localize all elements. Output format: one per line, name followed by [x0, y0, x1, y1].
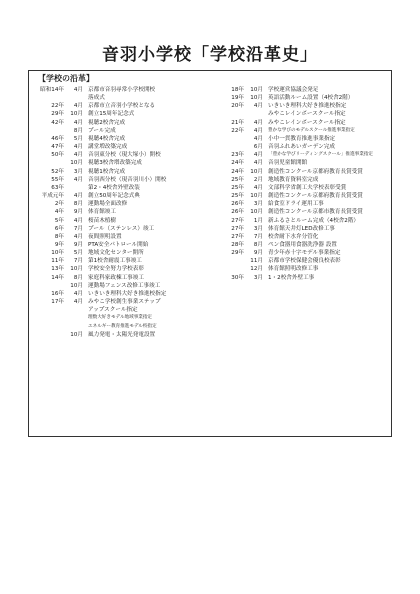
- history-entry: [36, 151, 214, 159]
- entry-year: [36, 282, 66, 290]
- history-entry: [36, 257, 214, 265]
- entry-text: 体育館天井灯LED改修工事: [268, 225, 335, 232]
- entry-month: 10月: [250, 209, 263, 216]
- history-entry: [36, 290, 214, 298]
- entry-year: 50年: [51, 152, 64, 159]
- history-entry: [212, 265, 388, 273]
- entry-year: 46年: [51, 135, 64, 142]
- entry-month: 9月: [253, 250, 263, 257]
- entry-text: 創立15周年記念式: [88, 111, 135, 118]
- entry-month: 7月: [73, 225, 83, 232]
- entry-month: 4月: [73, 144, 83, 151]
- entry-text: 新ふるさとルーム完成（4校舎2階）: [268, 217, 360, 224]
- history-entry: [212, 94, 388, 102]
- history-column-left: [36, 86, 214, 339]
- entry-month: 10月: [250, 168, 263, 175]
- history-entry: [36, 94, 214, 102]
- entry-text: PTA安全パトロール開始: [88, 241, 149, 248]
- entry-text: 第1校舎耐震工事竣工: [88, 258, 142, 265]
- entry-year: 26年: [231, 209, 244, 216]
- entry-year: 52年: [51, 168, 64, 175]
- entry-month: 2月: [253, 176, 263, 183]
- entry-year: 22年: [51, 103, 64, 110]
- entry-year: [212, 135, 246, 143]
- history-column-right: [212, 86, 388, 282]
- entry-year: 8年: [54, 233, 64, 240]
- entry-month: 4月: [253, 184, 263, 191]
- entry-month: 10月: [250, 95, 263, 102]
- entry-month: 4月: [73, 299, 83, 306]
- entry-year: 9年: [54, 241, 64, 248]
- entry-year: 平成元年: [41, 193, 64, 200]
- entry-year: 29年: [51, 111, 64, 118]
- entry-month: 8月: [73, 274, 83, 281]
- entry-year: [212, 110, 246, 118]
- entry-year: [36, 127, 66, 135]
- entry-text: 理数大好きモデル地域事業指定: [88, 315, 153, 321]
- entry-text: 運動場全面改修: [88, 201, 128, 208]
- entry-text: いきいき理科大好き推進校指定: [88, 290, 167, 297]
- entry-month: 10月: [250, 193, 263, 200]
- history-entry: [212, 225, 388, 233]
- history-entry: [212, 249, 388, 257]
- entry-text: 学校運営協議会発足: [268, 87, 319, 93]
- entry-month: 9月: [73, 241, 83, 248]
- entry-month: 3月: [73, 168, 83, 175]
- entry-month: 3月: [253, 225, 263, 232]
- entry-month: 6月: [253, 144, 263, 151]
- entry-text: アップスクール指定: [88, 307, 138, 314]
- entry-month: 4月: [253, 152, 263, 159]
- entry-month: 4月: [253, 127, 263, 134]
- entry-year: 30年: [231, 274, 244, 281]
- entry-month: 4月: [253, 160, 263, 167]
- entry-month: 5月: [73, 250, 83, 257]
- entry-month: 4月: [73, 119, 83, 126]
- entry-month: 4月: [73, 103, 83, 110]
- history-entry: [36, 225, 214, 233]
- history-entry: [36, 306, 214, 314]
- history-entry: [212, 217, 388, 225]
- history-entry: [212, 168, 388, 176]
- entry-text: 視聴1校舎完成: [88, 168, 126, 175]
- entry-text: 音羽東分校（現大塚小）開校: [88, 152, 161, 159]
- entry-text: 桜苗木植樹: [88, 217, 116, 224]
- entry-year: 63年: [51, 184, 64, 191]
- history-entry: [36, 274, 214, 282]
- entry-year: 20年: [231, 103, 244, 110]
- entry-text: 「豊かな学びリーディングスクール」推進事業指定: [268, 152, 374, 158]
- entry-year: [36, 323, 66, 331]
- history-entry: [36, 159, 214, 167]
- entry-text: みやこレインボースクール指定: [268, 119, 346, 126]
- section-title: 【学校の沿革】: [38, 74, 94, 83]
- entry-text: 創造性コンクール京都市教育長賞受賞: [268, 209, 363, 216]
- entry-month: 10月: [70, 266, 83, 273]
- entry-year: 25年: [231, 184, 244, 191]
- entry-text: 地域文化センター開所: [88, 250, 144, 257]
- entry-month: 10月: [70, 331, 83, 338]
- entry-month: [66, 184, 88, 192]
- entry-text: 京都市学校保健会優良校表彰: [268, 258, 341, 265]
- entry-month: [246, 110, 268, 118]
- history-entry: [36, 282, 214, 290]
- history-entry: [36, 176, 214, 184]
- entry-year: 55年: [51, 176, 64, 183]
- history-entry: [212, 159, 388, 167]
- entry-month: 12月: [250, 266, 263, 273]
- entry-year: [36, 314, 66, 322]
- entry-month: [66, 314, 88, 322]
- history-entry: [36, 298, 214, 306]
- history-entry: [36, 119, 214, 127]
- entry-text: 英語活動ルーム設置（4校舎2階）: [268, 95, 354, 102]
- entry-text: 豊かな学びのモデルスクール推進事業指定: [268, 127, 355, 133]
- entry-text: 夜間照明設置: [88, 233, 122, 240]
- entry-year: 21年: [231, 119, 244, 126]
- history-entry: [36, 102, 214, 110]
- history-entry: [36, 192, 214, 200]
- history-entry: [212, 86, 388, 94]
- entry-year: 11年: [51, 258, 64, 265]
- entry-text: 創立50周年記念式典: [88, 193, 140, 200]
- entry-month: 8月: [253, 241, 263, 248]
- history-entry: [36, 323, 214, 331]
- history-entry: [36, 110, 214, 118]
- entry-month: 4月: [253, 119, 263, 126]
- entry-text: 音羽児童館開館: [268, 160, 308, 167]
- entry-month: 9月: [73, 209, 83, 216]
- entry-year: 22年: [231, 127, 244, 134]
- history-entry: [36, 249, 214, 257]
- entry-text: 視聴2校舎完成: [88, 119, 126, 126]
- entry-month: [66, 323, 88, 331]
- entry-text: 落成式: [88, 95, 105, 102]
- entry-month: 8月: [73, 201, 83, 208]
- history-entry: [212, 143, 388, 151]
- entry-month: 4月: [73, 152, 83, 159]
- entry-text: 小中一貫教育推進事業指定: [268, 135, 336, 142]
- history-entry: [36, 217, 214, 225]
- entry-text: 地域教育資料室完成: [268, 176, 319, 183]
- entry-year: [36, 331, 66, 339]
- entry-month: 4月: [73, 193, 83, 200]
- entry-text: 風力発電・太陽光発電設置: [88, 331, 156, 338]
- entry-year: [36, 159, 66, 167]
- entry-year: 19年: [231, 95, 244, 102]
- entry-month: 4月: [253, 103, 263, 110]
- entry-text: 校舎耐下水弁分管化: [268, 233, 319, 240]
- entry-month: 4月: [73, 87, 83, 93]
- history-entry: [212, 257, 388, 265]
- entry-text: 創造性コンクール京都府教育長賞受賞: [268, 168, 363, 175]
- entry-year: 18年: [231, 87, 244, 93]
- entry-text: 学校安全努力学校表彰: [88, 266, 144, 273]
- entry-month: [66, 306, 88, 314]
- history-entry: [36, 314, 214, 322]
- entry-text: 給食室ドライ運用工事: [268, 201, 324, 208]
- entry-month: 7月: [73, 258, 83, 265]
- entry-year: 10年: [51, 250, 64, 257]
- history-entry: [212, 151, 388, 159]
- entry-text: 体育館竣工: [88, 209, 116, 216]
- entry-text: 音羽ふれあいガーデン完成: [268, 144, 336, 151]
- entry-text: 視聴3校舎増改築完成: [88, 160, 142, 167]
- entry-year: 27年: [231, 225, 244, 232]
- entry-text: みやこ学校創生事業ステップ: [88, 299, 161, 306]
- entry-text: 文部科学省創工夫学校表彰受賞: [268, 184, 347, 191]
- entry-text: ペン食器用食器洗浄器 設置: [268, 241, 337, 248]
- entry-month: 10月: [250, 87, 263, 93]
- history-entry: [212, 110, 388, 118]
- entry-year: [212, 143, 246, 151]
- entry-year: 29年: [231, 250, 244, 257]
- entry-month: 11月: [250, 258, 263, 265]
- entry-year: 25年: [231, 176, 244, 183]
- entry-year: 25年: [231, 193, 244, 200]
- entry-text: 体育館照明改修工事: [268, 266, 319, 273]
- entry-month: 4月: [73, 217, 83, 224]
- history-entry: [36, 168, 214, 176]
- entry-month: 8月: [73, 127, 83, 134]
- history-entry: [36, 331, 214, 339]
- entry-month: 1月: [253, 217, 263, 224]
- history-entry: [36, 143, 214, 151]
- entry-month: 7月: [253, 233, 263, 240]
- entry-text: 1・2校舎外壁工事: [268, 274, 315, 281]
- history-entry: [212, 127, 388, 135]
- entry-month: 3月: [253, 201, 263, 208]
- history-entry: [36, 184, 214, 192]
- history-entry: [212, 102, 388, 110]
- history-entry: [212, 192, 388, 200]
- history-entry: [212, 208, 388, 216]
- history-entry: [212, 135, 388, 143]
- entry-year: 昭和14年: [40, 87, 64, 93]
- entry-text: 講堂増改築完成: [88, 144, 128, 151]
- entry-year: 16年: [51, 290, 64, 297]
- entry-year: 26年: [231, 201, 244, 208]
- history-entry: [36, 127, 214, 135]
- entry-text: 京都市音羽尋常小学校開校: [88, 87, 156, 93]
- entry-text: プール完成: [88, 127, 116, 134]
- entry-year: 27年: [231, 217, 244, 224]
- history-entry: [36, 208, 214, 216]
- entry-year: 17年: [51, 299, 64, 306]
- entry-month: 5月: [73, 135, 83, 142]
- entry-month: 3月: [253, 274, 263, 281]
- entry-text: 視聴4校舎完成: [88, 135, 126, 142]
- history-entry: [212, 176, 388, 184]
- history-entry: [212, 233, 388, 241]
- entry-month: 4月: [73, 290, 83, 297]
- entry-year: 2年: [54, 201, 64, 208]
- entry-year: [36, 94, 66, 102]
- history-entry: [36, 200, 214, 208]
- entry-year: 14年: [51, 274, 64, 281]
- entry-text: 音羽西分校（現音羽川小）開校: [88, 176, 167, 183]
- entry-month: 4月: [253, 135, 263, 142]
- entry-year: [212, 265, 246, 273]
- entry-month: 10月: [70, 282, 83, 289]
- history-entry: [212, 274, 388, 282]
- entry-text: プール（ステンレス）竣工: [88, 225, 155, 232]
- entry-year: 47年: [51, 144, 64, 151]
- entry-year: 13年: [51, 266, 64, 273]
- page-title: 音羽小学校「学校沿革史」: [102, 45, 318, 65]
- history-entry: [36, 86, 214, 94]
- entry-year: 23年: [231, 152, 244, 159]
- entry-month: [66, 94, 88, 102]
- entry-text: 家庭科家政棟工事竣工: [88, 274, 144, 281]
- entry-month: 10月: [70, 111, 83, 118]
- history-entry: [212, 200, 388, 208]
- entry-month: 4月: [73, 176, 83, 183]
- history-entry: [212, 184, 388, 192]
- entry-year: 42年: [51, 119, 64, 126]
- entry-year: 4年: [54, 209, 64, 216]
- history-entry: [36, 241, 214, 249]
- entry-year: 24年: [231, 160, 244, 167]
- history-entry: [36, 135, 214, 143]
- history-entry: [36, 233, 214, 241]
- entry-text: 運動場フェンス改修工事竣工: [88, 282, 161, 289]
- entry-year: 27年: [231, 233, 244, 240]
- entry-year: 5年: [54, 217, 64, 224]
- entry-year: 24年: [231, 168, 244, 175]
- entry-text: いきいき理科大好き推進校指定: [268, 103, 347, 110]
- entry-year: 28年: [231, 241, 244, 248]
- entry-year: 6年: [54, 225, 64, 232]
- entry-text: みやこレインボースクール指定: [268, 111, 346, 118]
- entry-text: 第2・4校舎外壁改装: [88, 184, 140, 191]
- entry-year: [212, 257, 246, 265]
- entry-month: 10月: [70, 160, 83, 167]
- entry-year: [36, 306, 66, 314]
- entry-month: 4月: [73, 233, 83, 240]
- entry-text: 京都市立音羽小学校となる: [88, 103, 156, 110]
- history-entry: [212, 119, 388, 127]
- entry-text: エネルギー教育推進モデル校指定: [88, 323, 157, 329]
- history-entry: [212, 241, 388, 249]
- entry-text: 青少年赤十字モデル事業指定: [268, 250, 341, 257]
- entry-text: 創造性コンクール京都府教育長賞受賞: [268, 193, 363, 200]
- history-entry: [36, 265, 214, 273]
